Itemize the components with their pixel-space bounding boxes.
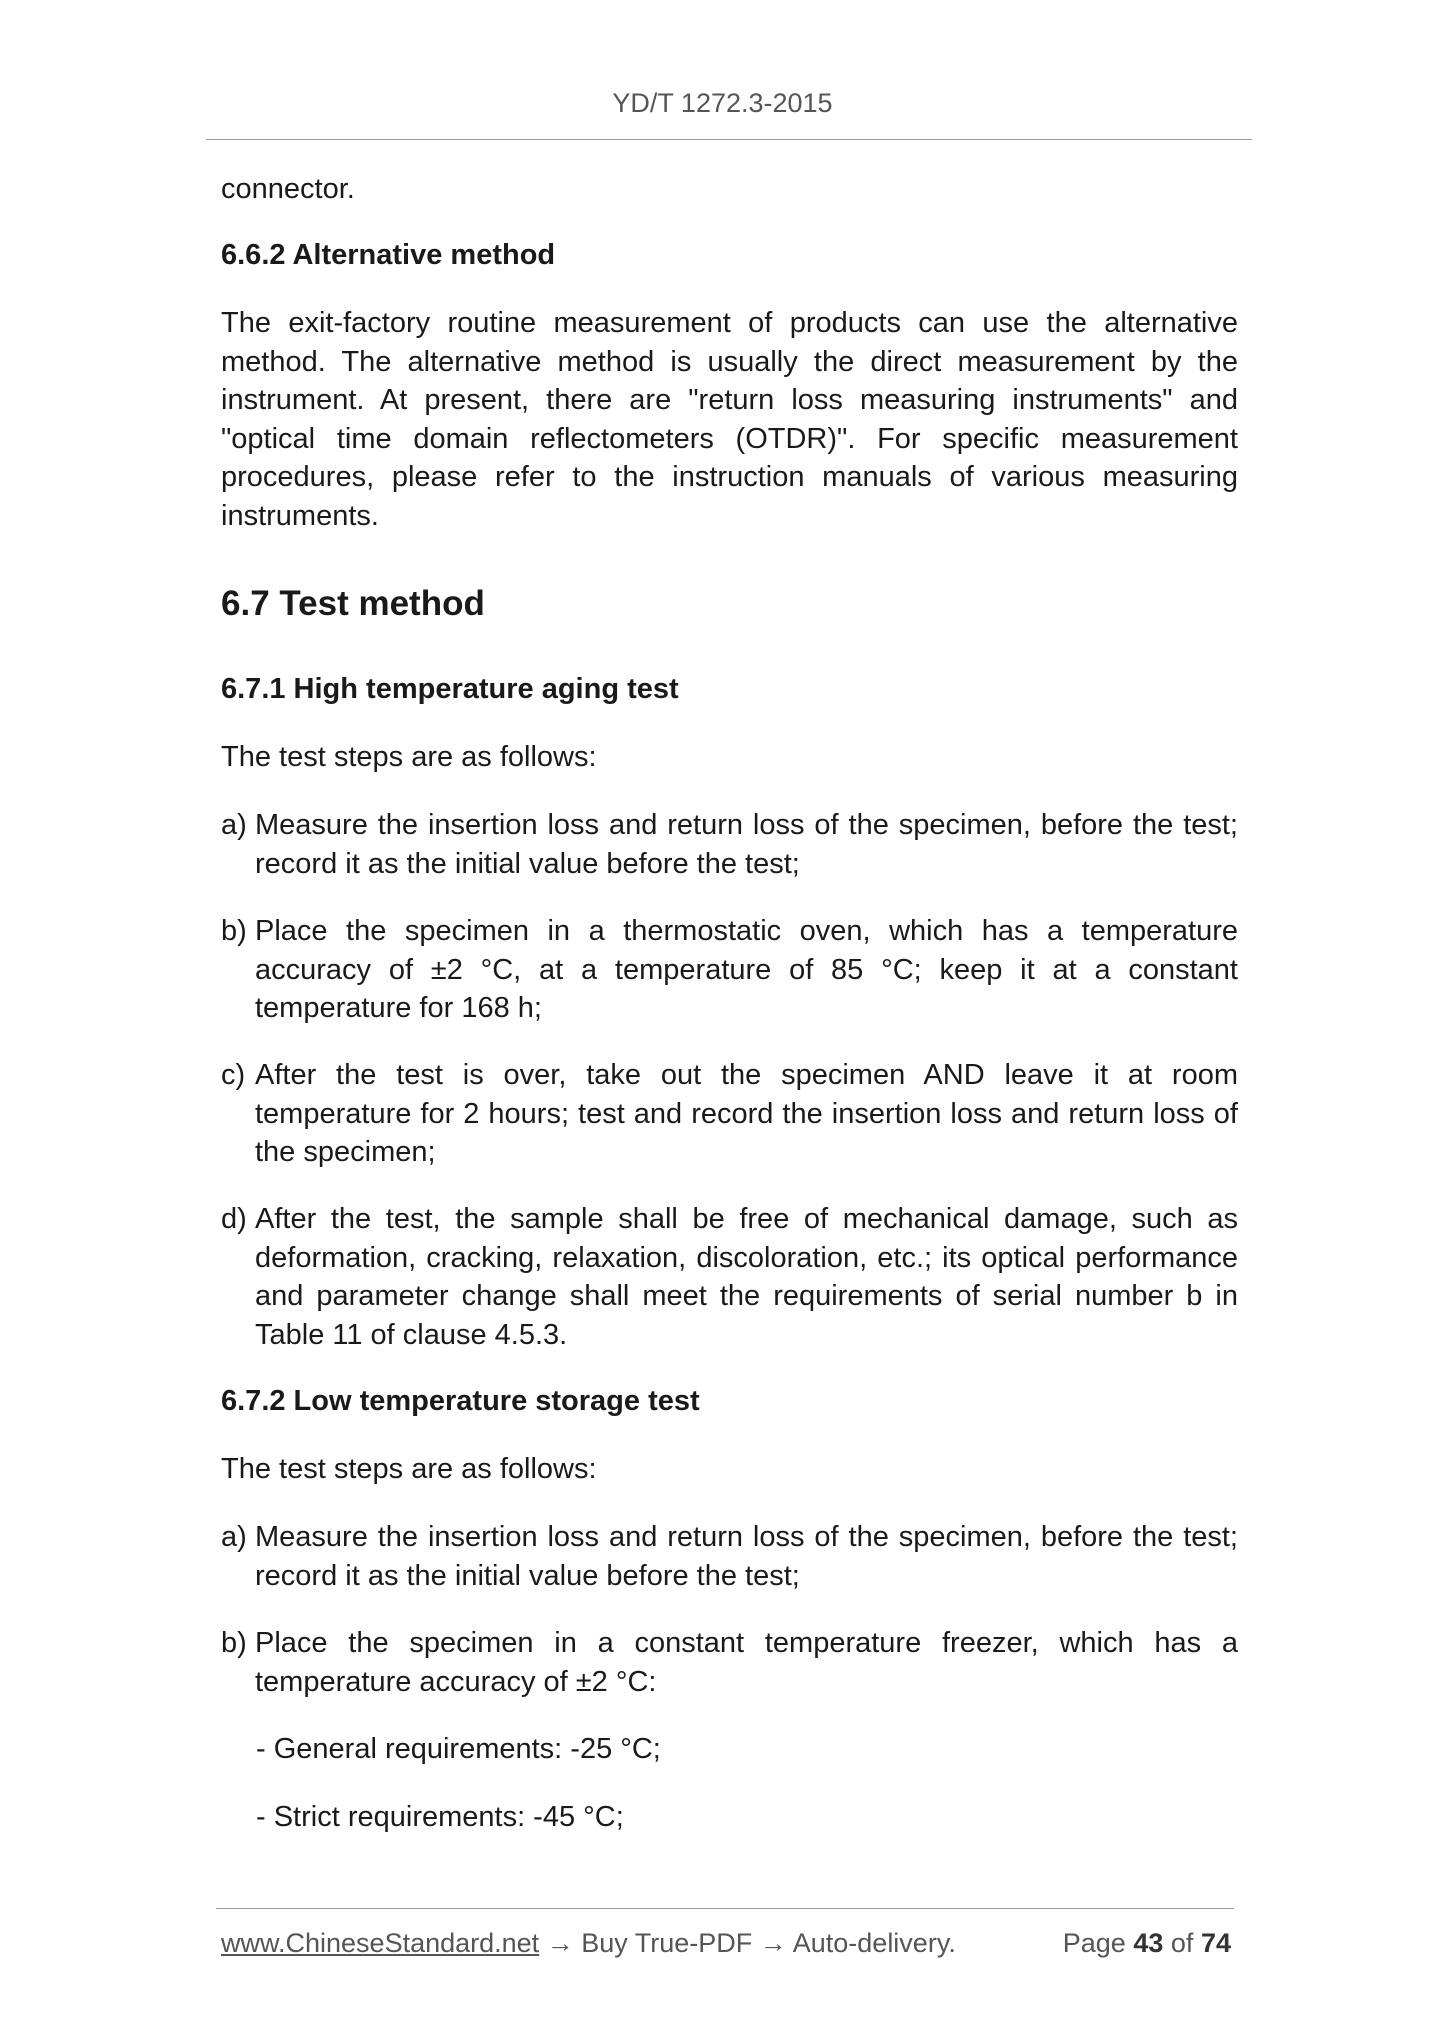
sub-item-general: - General requirements: -25 °C; (256, 1733, 661, 1765)
list-item (185, 1518, 1238, 1595)
section-6-7-2-heading: 6.7.2 Low temperature storage test (221, 1385, 700, 1417)
list-marker: b) (221, 1627, 247, 1659)
header-divider (206, 139, 1252, 140)
section-6-7-1-heading: 6.7.1 High temperature aging test (221, 673, 679, 705)
list-item-text: Place the specimen in a constant temperature freezer, which has a temperature accuracy of ±2 °C: (255, 1627, 1238, 1698)
footer-promo: → Buy True-PDF → Auto-delivery. (539, 1928, 956, 1958)
list-item-text: Place the specimen in a thermostatic oven, which has a temperature accuracy of ±2 °C, at a temperature of 85 °C; keep it at a constant temperature for 168 h; (255, 915, 1238, 1024)
list-marker: a) (221, 809, 247, 841)
document-id: YD/T 1272.3-2015 (612, 88, 833, 118)
list-item (185, 1624, 1238, 1701)
list-item-text: Measure the insertion loss and return loss of the specimen, before the test; record it as the initial value before the test; (255, 809, 1238, 880)
continuation-text: connector. (221, 173, 355, 205)
total-pages: 74 (1200, 1928, 1231, 1958)
list-item (185, 912, 1238, 1028)
list-item (185, 1200, 1238, 1354)
list-marker: c) (221, 1059, 246, 1091)
page-footer (221, 1928, 1231, 1968)
page-label: Page (1062, 1928, 1126, 1958)
page-header (0, 88, 1445, 119)
page-number: 43 (1133, 1928, 1164, 1958)
list-item (185, 806, 1238, 883)
sub-item-strict: - Strict requirements: -45 °C; (256, 1801, 624, 1833)
section-6-6-2-text: The exit-factory routine measurement of products can use the alternative method. The alternative method is usually the direct measurement by the instrument. At present, there are "return loss measuring instruments" and "optical time domain reflectometers (OTDR)". For specific measurement procedures, please refer to the instruction manuals of various measuring instruments. (221, 307, 1238, 532)
list-marker: a) (221, 1521, 247, 1553)
list-marker: d) (221, 1203, 247, 1235)
list-marker: b) (221, 915, 247, 947)
list-item (185, 1056, 1238, 1172)
list-item-text: After the test is over, take out the specimen AND leave it at room temperature for 2 hours; test and record the insertion loss and return loss of the specimen; (255, 1059, 1238, 1168)
list-item-text: After the test, the sample shall be free of mechanical damage, such as deformation, cracking, relaxation, discoloration, etc.; its optical performance and parameter change shall meet the requirements of serial number b in Table 11 of clause 4.5.3. (255, 1203, 1238, 1351)
footer-divider (216, 1908, 1234, 1909)
website-link[interactable]: www.ChineseStandard.net (221, 1928, 540, 1958)
page-indicator (1063, 1928, 1231, 1959)
of-label: of (1170, 1928, 1194, 1958)
section-6-7-2-intro: The test steps are as follows: (221, 1453, 597, 1485)
section-6-7-heading: 6.7 Test method (221, 584, 485, 623)
section-6-6-2-heading: 6.6.2 Alternative method (221, 239, 556, 271)
section-6-7-1-intro: The test steps are as follows: (221, 741, 597, 773)
list-item-text: Measure the insertion loss and return loss of the specimen, before the test; record it as the initial value before the test; (255, 1521, 1238, 1592)
